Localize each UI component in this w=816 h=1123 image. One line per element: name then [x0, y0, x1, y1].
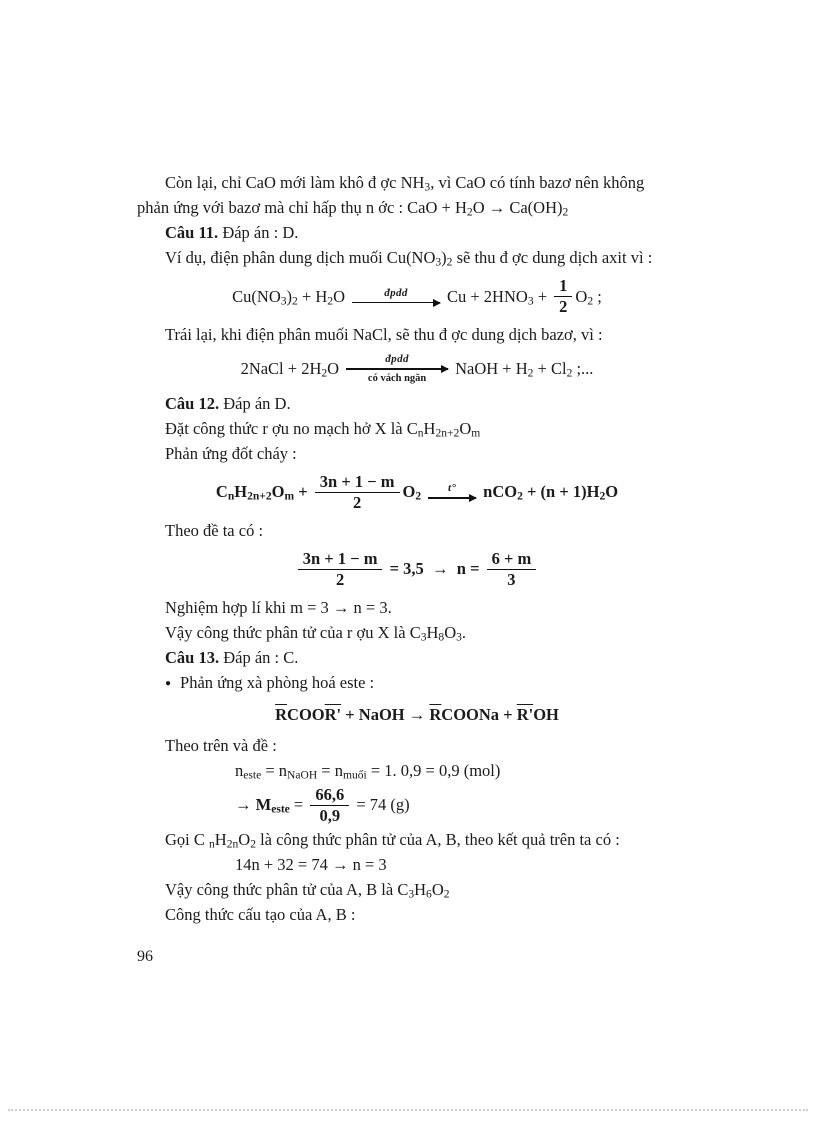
fraction-denominator: 0,9 — [319, 805, 341, 825]
arrow-condition-label: t° — [448, 482, 457, 495]
right-arrow-icon — [352, 302, 440, 304]
fraction — [487, 549, 537, 589]
question-12-heading: Câu 12. Đáp án D. — [165, 393, 291, 413]
paragraph-line: Nghiệm hợp lí khi m = 3 → n = 3. — [165, 597, 392, 617]
paragraph-line: Đặt công thức r ợu no mạch hở X là $C_nH_{2n+2}O_m$ — [165, 418, 481, 440]
implies-arrow: → — [235, 795, 256, 814]
page-bottom-dotted-line — [8, 1109, 808, 1111]
equation-part: $O_2$ ; — [575, 286, 602, 308]
equation-part: $\overline{R}COOR'$ + NaOH → $\overline{R}COONa + R'OH$ — [275, 704, 559, 724]
page-number: 96 — [137, 948, 153, 965]
fraction — [554, 276, 572, 316]
paragraph-line: Theo trên và đề : — [165, 735, 277, 755]
fraction-denominator: 3 — [507, 569, 516, 589]
arrow-condition-label: đpdd — [384, 286, 408, 299]
fraction-numerator: 3n + 1 − m — [298, 549, 383, 570]
paragraph-line: Theo đề ta có : — [165, 520, 264, 540]
document-content — [137, 170, 697, 927]
question-11-heading: Câu 11. Đáp án : D. — [165, 223, 299, 242]
equation-electrolysis-cuno3 — [137, 276, 697, 316]
reaction-arrow — [428, 482, 476, 501]
fraction-numerator: 66,6 — [310, 785, 349, 806]
paragraph-line: Còn lại, chỉ CaO mới làm khô đ ợc $NH_3$, vì CaO có tính bazơ nên không — [165, 173, 645, 194]
equation-part: $C_nH_{2n+2}O_m$ + — [215, 482, 312, 503]
right-arrow-icon — [346, 368, 448, 370]
equation-part: = 3,5 → n = — [385, 559, 484, 578]
arrow-condition-label: đpdd — [385, 353, 409, 365]
fraction — [315, 472, 400, 512]
fraction-numerator: 3n + 1 − m — [315, 472, 400, 493]
right-arrow-icon — [428, 497, 476, 499]
fraction-denominator: 2 — [353, 492, 362, 512]
fraction-denominator: 2 — [335, 569, 345, 589]
fraction-denominator: 2 — [559, 297, 568, 316]
arrow-condition-label-below: có vách ngăn — [367, 372, 427, 384]
equation-saponification — [137, 702, 697, 727]
equation-condition — [137, 549, 697, 589]
equation-combustion — [137, 472, 697, 512]
paragraph-line: Công thức cấu tạo của A, B : — [165, 904, 356, 924]
reaction-arrow — [346, 353, 448, 385]
equation-part: $Cu(NO_3)_2 + H_2O$ — [232, 286, 345, 308]
fraction — [310, 785, 349, 825]
equation-electrolysis-nacl — [137, 353, 697, 385]
equation-line: 14n + 32 = 74 → n = 3 — [235, 854, 387, 874]
equation-part: = 74 (g) — [352, 795, 410, 814]
reaction-arrow — [352, 287, 440, 306]
paragraph-line: Vậy công thức phân tử của A, B là $C_3H_6O_2$ — [165, 879, 450, 901]
paragraph-line: Ví dụ, điện phân dung dịch muối $Cu(NO_3)_2$ sẽ thu đ ợc dung dịch axit vì : — [165, 248, 653, 269]
bullet-icon: ● — [165, 677, 172, 689]
question-13-heading: Câu 13. Đáp án : C. — [165, 647, 299, 667]
bullet-line — [137, 670, 697, 696]
fraction-numerator: 6 + m — [487, 549, 537, 570]
equation-part: = — [289, 795, 308, 814]
equation-part: $nCO_2 + (n + 1)H_2O$ — [483, 482, 619, 503]
equation-part: 2NaCl + $2H_2O$ — [240, 359, 340, 380]
paragraph-line: Gọi C $_nH_{2n}O_2$ là công thức phân tử của A, B, theo kết quả trên ta có : — [165, 829, 620, 851]
molar-mass-line — [137, 785, 697, 825]
equation-part: NaOH + $H_2 + Cl_2$ ;... — [455, 359, 594, 380]
equation-part: $Cu + 2HNO_3$ + — [447, 286, 552, 308]
mole-relation-line: $n_{este} = n_{NaOH} = n_{muối} = 1$. 0,9 = 0,9 (mol) — [235, 760, 501, 782]
paragraph-line: Vậy công thức phân tử của r ợu X là $C_3H_8O_3$. — [165, 622, 467, 644]
paragraph-line: phản ứng với bazơ mà chỉ hấp thụ n ớc : CaO + $H_2O \to Ca(OH)_2$ — [137, 198, 569, 219]
fraction — [298, 549, 383, 589]
paragraph-text: Phản ứng xà phòng hoá este : — [180, 672, 375, 692]
paragraph-line: Phản ứng đốt cháy : — [165, 443, 297, 463]
equation-part: $O_2$ — [402, 482, 422, 503]
equation-part: $M_{este}$ — [255, 795, 290, 816]
fraction-numerator: 1 — [554, 276, 572, 297]
paragraph-line: Trái lại, khi điện phân muối NaCl, sẽ thu đ ợc dung dịch bazơ, vì : — [165, 325, 603, 344]
